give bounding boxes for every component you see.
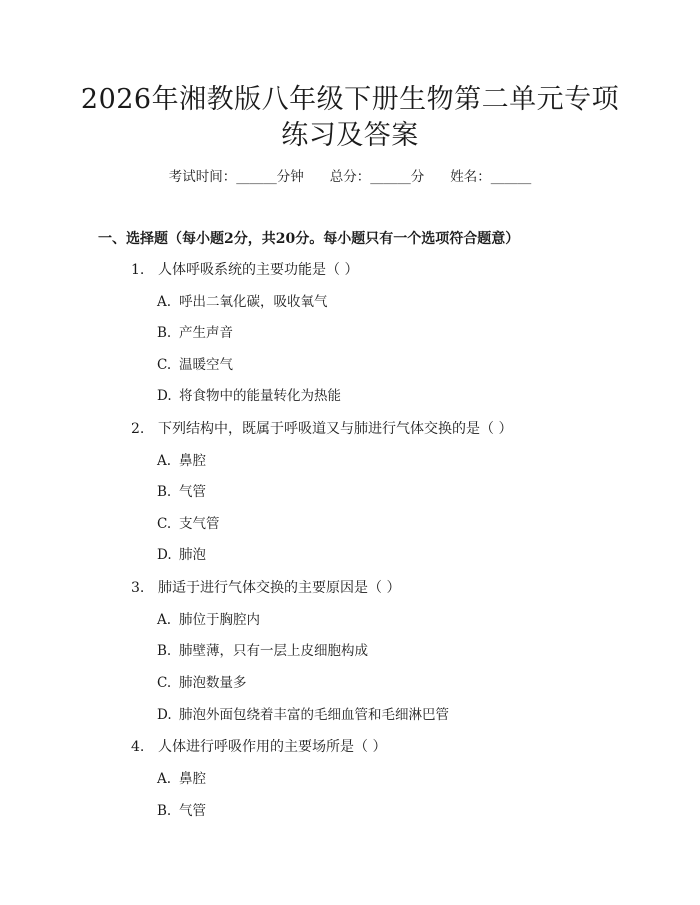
option-letter: A. [157,294,172,310]
option-row [157,292,328,312]
option-text: 肺壁薄，只有一层上皮细胞构成 [179,643,368,659]
question-3 [131,578,400,598]
option-text: 肺泡 [179,547,206,563]
option-text: 气管 [179,484,206,500]
option-letter: D. [157,707,172,723]
section-heading: 一、选择题（每小题2分，共20分。每小题只有一个选项符合题意） [98,231,520,247]
question-number: 1. [131,262,145,278]
option-letter: C. [157,357,172,373]
option-letter: B. [157,643,172,659]
question-number: 2. [131,421,145,437]
question-text: 下列结构中，既属于呼吸道又与肺进行气体交换的是（ ） [158,421,513,437]
option-row [157,323,233,343]
option-text: 鼻腔 [179,453,206,469]
option-text: 肺泡外面包绕着丰富的毛细血管和毛细淋巴管 [179,707,449,723]
option-row [157,514,220,534]
option-letter: D. [157,547,172,563]
option-letter: D. [157,388,172,404]
question-4 [131,737,386,757]
option-letter: B. [157,325,172,341]
option-letter: A. [157,453,172,469]
option-letter: B. [157,803,172,819]
page-title-line2: 练习及答案 [281,120,419,151]
question-text: 人体呼吸系统的主要功能是（ ） [158,262,359,278]
option-letter: B. [157,484,172,500]
option-row [157,641,368,661]
option-letter: A. [157,771,172,787]
option-text: 气管 [179,803,206,819]
option-row [157,705,449,725]
option-text: 肺泡数量多 [179,675,247,691]
question-1 [131,260,358,280]
option-text: 支气管 [179,516,220,532]
option-row [157,545,206,565]
option-text: 呼出二氧化碳，吸收氧气 [179,294,328,310]
option-row [157,769,206,789]
option-row [157,386,341,406]
total-score-field: 总分：______分 [329,169,425,185]
question-number: 3. [131,580,145,596]
option-text: 肺位于胸腔内 [179,612,260,628]
question-2 [131,419,512,439]
option-row [157,451,206,471]
option-text: 鼻腔 [179,771,206,787]
student-name-field: 姓名：______ [450,169,532,185]
option-row [157,355,233,375]
option-letter: C. [157,675,172,691]
option-text: 温暖空气 [179,357,233,373]
option-row [157,673,247,693]
question-number: 4. [131,739,145,755]
option-text: 将食物中的能量转化为热能 [179,388,341,404]
exam-meta [0,167,700,187]
option-text: 产生声音 [179,325,233,341]
option-row [157,801,206,821]
option-letter: C. [157,516,172,532]
page-title-line1: 2026年湘教版八年级下册生物第二单元专项 [80,84,620,115]
option-row [157,482,206,502]
exam-time-field: 考试时间：______分钟 [168,169,304,185]
question-text: 肺适于进行气体交换的主要原因是（ ） [158,580,401,596]
question-text: 人体进行呼吸作用的主要场所是（ ） [158,739,387,755]
option-row [157,610,260,630]
option-letter: A. [157,612,172,628]
